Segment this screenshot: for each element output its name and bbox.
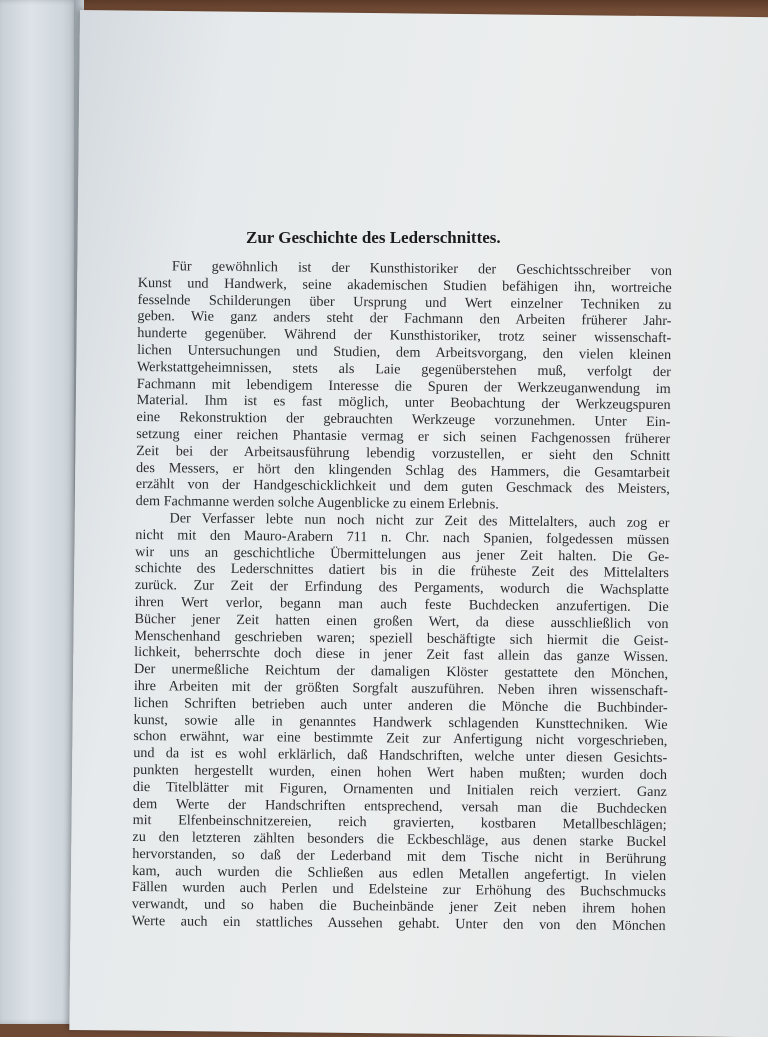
text-line: Kunst und Handwerk, seine akademischen Studien befähigen ihn, wortreiche bbox=[137, 274, 672, 296]
text-line: lichkeit, beherrschte doch diese in jener Zeit fast allein das ganze Wissen. bbox=[134, 644, 669, 666]
text-line: mit Elfenbeinschnitzereien, reich gravierten, kostbaren Metallbeschlägen; bbox=[132, 812, 667, 834]
text-line: Für gewöhnlich ist der Kunsthistoriker der Geschichtsschreiber von bbox=[171, 258, 672, 280]
text-line: zu den letzteren zählten besonders die Eckbeschläge, aus denen starke Buckel bbox=[132, 829, 667, 851]
text-line: lichen Schriften betrieben auch unter anderen die Mönche die Buchbinder- bbox=[133, 694, 668, 716]
text-line: Material. Ihm ist es fast möglich, unter Beobachtung der Werkzeugspuren bbox=[136, 392, 671, 414]
text-line: setzung einer reichen Phantasie vermag er sich seinen Fachgenossen früherer bbox=[136, 425, 671, 448]
text-line: Der Verfasser lebte nun noch nicht zur Zeit des Mittelalters, auch zog er bbox=[169, 510, 670, 532]
text-line: und da ist es wohl erklärlich, daß Handschriften, welche unter diesen Gesichts- bbox=[133, 745, 668, 767]
text-line: schon erwähnt, war eine bestimmte Zeit zur Anfertigung nicht vorgeschrieben, bbox=[133, 728, 668, 750]
text-line: verwandt, und so haben die Bucheinbände jener Zeit neben ihrem hohen bbox=[131, 896, 666, 918]
text-line: ihre Arbeiten mit der größten Sorgfalt auszuführen. Neben ihren wissenschaft- bbox=[133, 677, 668, 700]
text-line: nicht mit den Mauro-Arabern 711 n. Chr. nach Spanien, folgedessen müssen bbox=[135, 526, 670, 548]
text-line: hunderte gegenüber. Während der Kunsthistoriker, trotz seiner wissenschaft- bbox=[137, 325, 672, 347]
text-line: eine Rekonstruktion der gebrauchten Werkzeuge vorzunehmen. Unter Ein- bbox=[136, 409, 671, 431]
page-title: Zur Geschichte des Lederschnittes. bbox=[246, 228, 501, 247]
text-line: zurück. Zur Zeit der Erfindung des Pergaments, wodurch die Wachsplatte bbox=[134, 577, 669, 599]
text-line: Fachmann mit lebendigem Interesse die Spuren der Werkzeuganwendung im bbox=[136, 375, 671, 397]
text-line: Bücher jener Zeit hatten einen großen Wert, da diese ausschließlich von bbox=[134, 610, 669, 632]
text-line: Werte auch ein stattliches Aussehen gehabt. Unter den von den Mönchen bbox=[131, 913, 666, 935]
body-text bbox=[132, 258, 672, 935]
text-line: ihren Wert verlor, begann man auch feste Buchdecken anzufertigen. Die bbox=[134, 593, 669, 616]
text-line: geben. Wie ganz anders steht der Fachmann den Arbeiten früherer Jahr- bbox=[137, 308, 672, 330]
text-line: schichte des Lederschnittes datiert bis in die früheste Zeit des Mittelalters bbox=[134, 560, 670, 582]
text-line: hervorstanden, so daß der Lederband mit dem Tische nicht in Berührung bbox=[132, 845, 667, 867]
text-line: die Titelblätter mit Figuren, Ornamenten und Initialen reich verziert. Ganz bbox=[132, 778, 667, 800]
text-line: Fällen wurden auch Perlen und Edelsteine zur Erhöhung des Buchschmucks bbox=[131, 879, 667, 901]
text-line: dem Werte der Handschriften entsprechend, versah man die Buchdecken bbox=[132, 795, 667, 817]
left-page bbox=[0, 0, 78, 1024]
text-line: dem Fachmanne werden solche Augenblicke zu einem Erlebnis. bbox=[135, 493, 499, 513]
text-line: erzählt von der Handgeschicklichkeit und dem guten Geschmack des Meisters, bbox=[135, 476, 670, 498]
text-line: kunst, sowie alle in genanntes Handwerk schlagenden Kunsttechniken. Wie bbox=[133, 711, 668, 733]
text-line: Werkstattgeheimnissen, stets als Laie gegenüberstehen muß, verfolgt der bbox=[136, 358, 672, 380]
text-line: Zeit bei der Arbeitsausführung lebendig vorzustellen, er sieht den Schnitt bbox=[136, 442, 671, 464]
text-line: Menschenhand geschrieben waren; speziell beschäftigte sich hiermit die Geist- bbox=[134, 627, 669, 649]
text-line: kam, auch wurden die Schließen aus edlen Metallen angefertigt. In vielen bbox=[132, 862, 667, 884]
text-line: fesselnde Schilderungen über Ursprung und Wert einzelner Techniken zu bbox=[137, 291, 672, 313]
text-line: des Messers, er hört den klingenden Schlag des Hammers, die Gesamtarbeit bbox=[135, 459, 671, 481]
text-line: punkten hergestellt wurden, einen hohen Wert haben mußten; wurden doch bbox=[133, 761, 668, 784]
text-line: Der unermeßliche Reichtum der damaligen Klöster gestattete den Mönchen, bbox=[133, 661, 669, 683]
text-line: wir uns an geschichtliche Übermittelungen aus jener Zeit halten. Die Ge- bbox=[135, 543, 670, 565]
text-line: lichen Untersuchungen und Studien, dem Arbeitsvorgang, den vielen kleinen bbox=[137, 341, 672, 364]
